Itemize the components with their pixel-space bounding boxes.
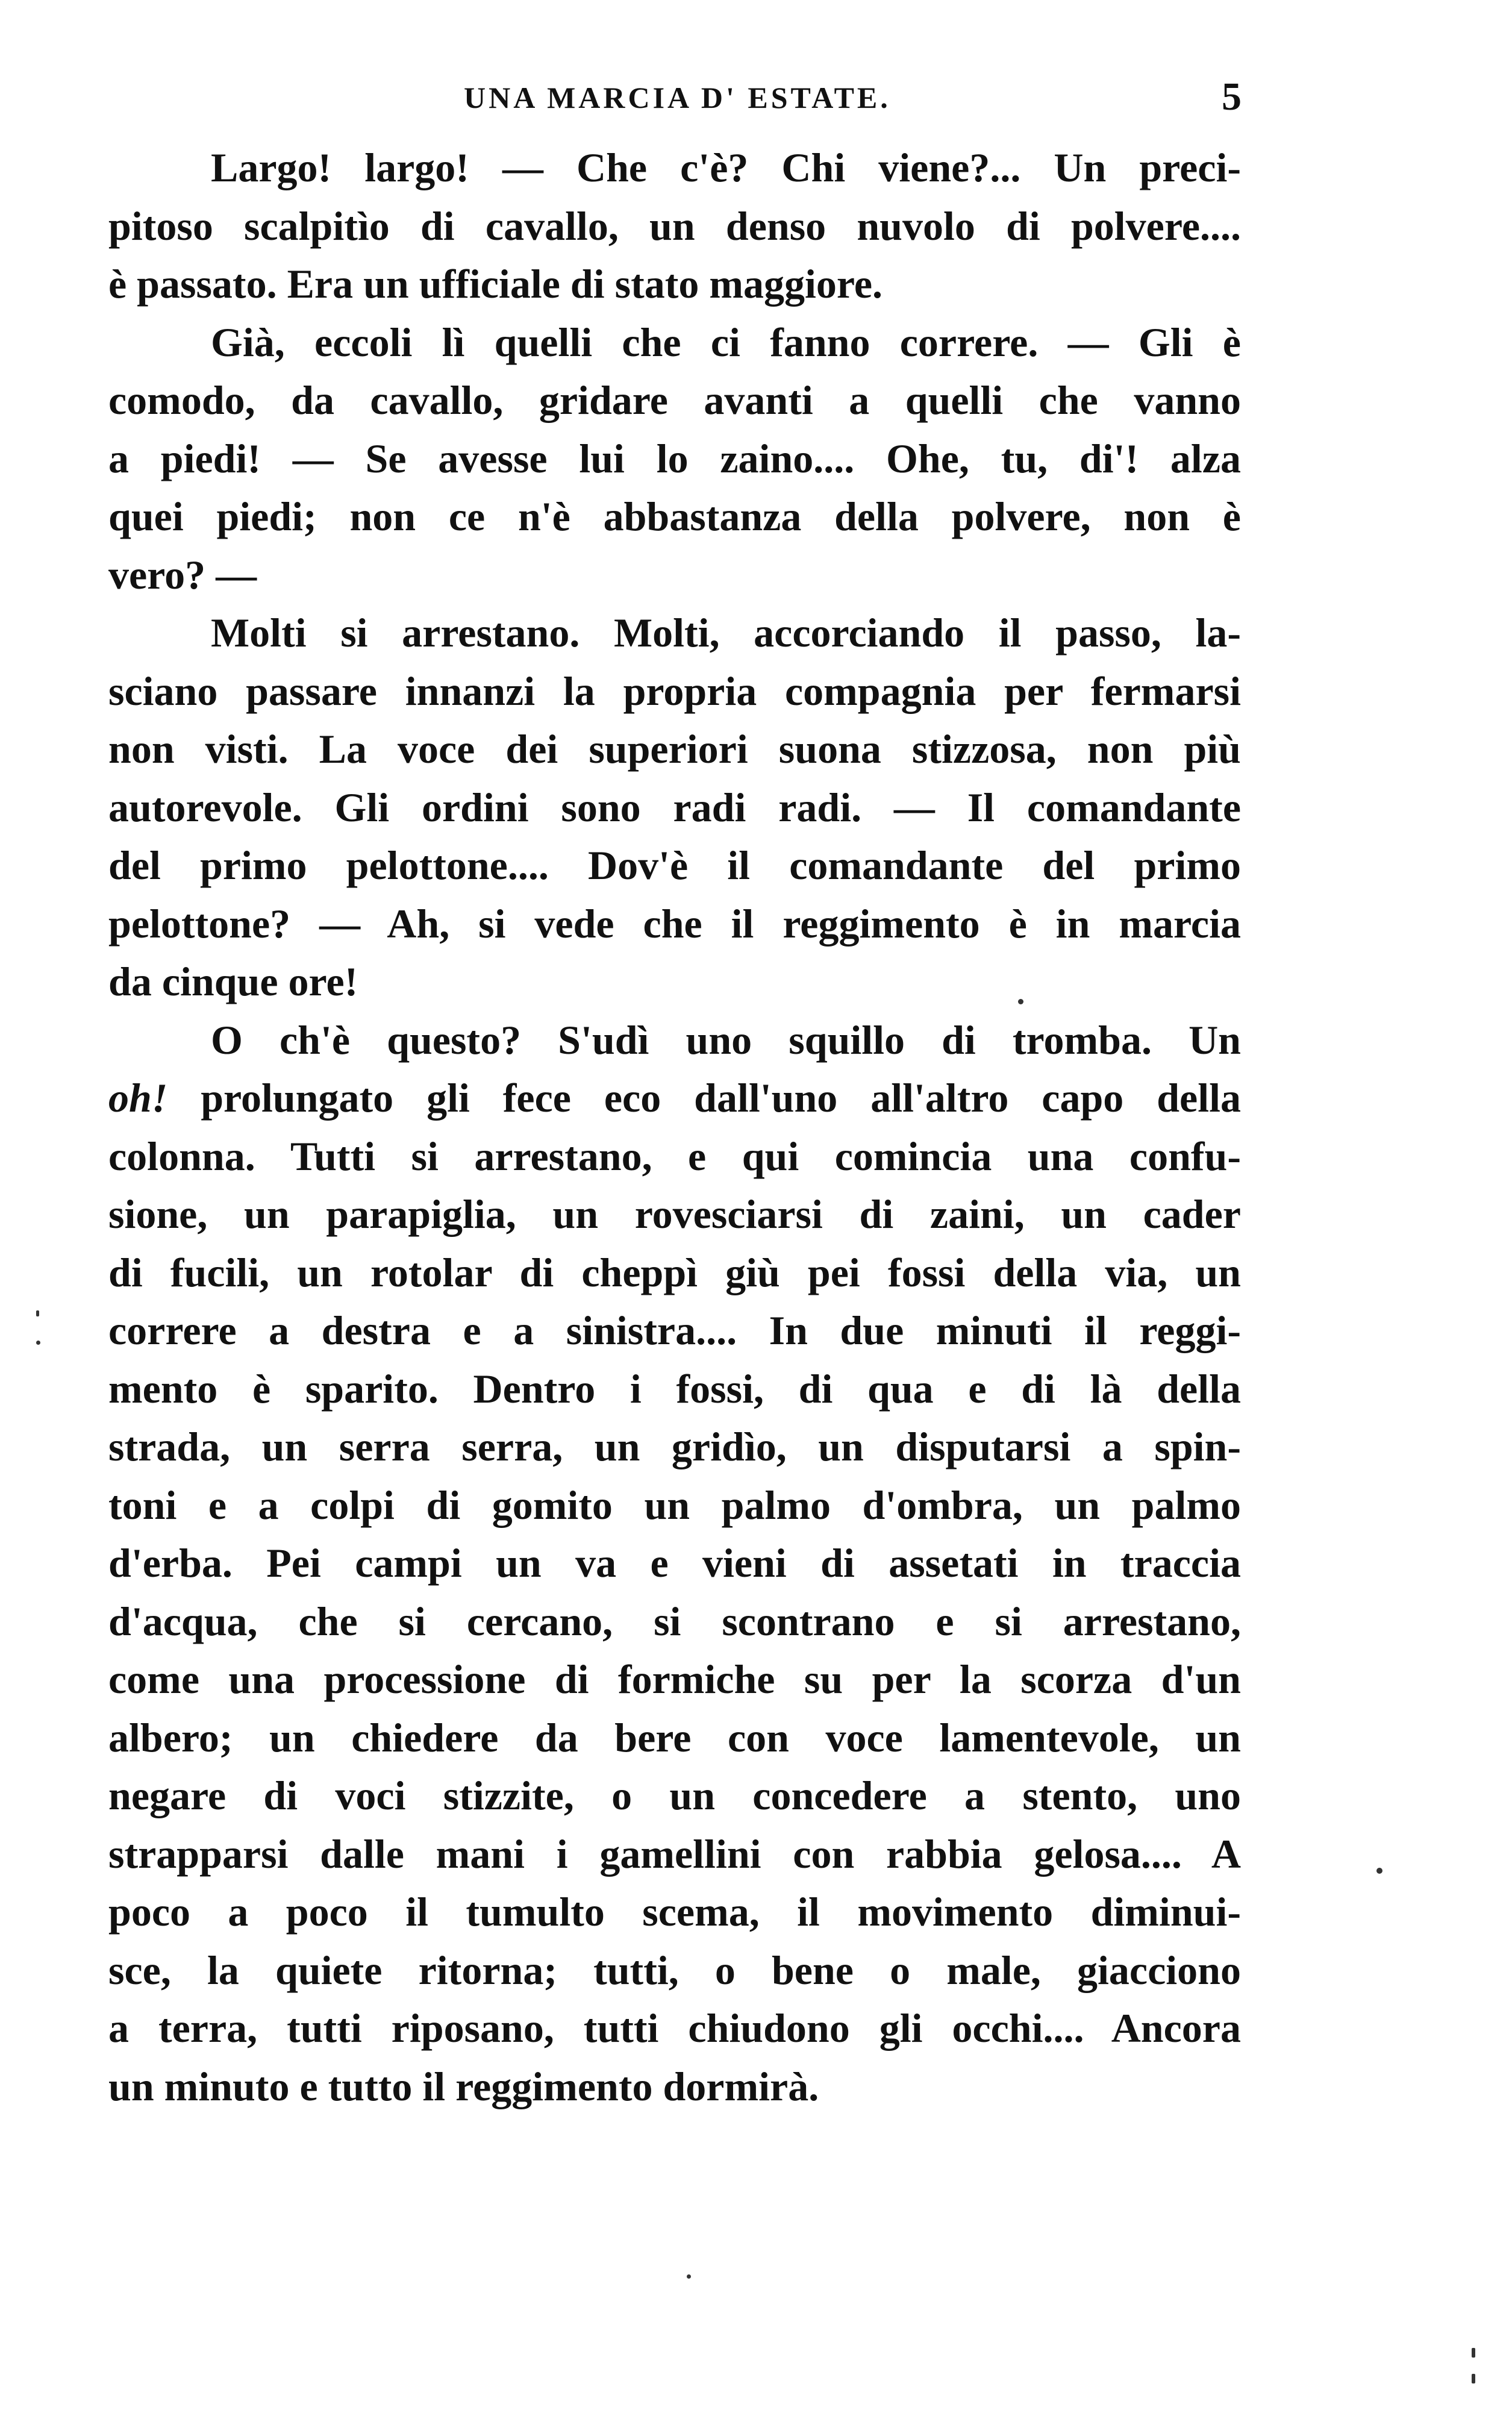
line-text: sce, la quiete ritorna; tutti, o bene o male, giacciono xyxy=(108,1947,1241,1993)
text-line xyxy=(108,197,1241,255)
text-line xyxy=(108,487,1241,546)
text-line xyxy=(108,371,1241,430)
line-text: autorevole. Gli ordini sono radi radi. — Il comandante xyxy=(108,784,1241,830)
line-text: non visti. La voce dei superiori suona stizzosa, non più xyxy=(108,726,1241,772)
line-text: mento è sparito. Dentro i fossi, di qua e di là della xyxy=(108,1365,1241,1412)
text-line xyxy=(108,895,1241,953)
text-line xyxy=(108,1301,1241,1360)
print-speck xyxy=(36,1310,39,1316)
print-speck xyxy=(1472,2348,1475,2358)
text-line xyxy=(108,604,1241,662)
line-text: di fucili, un rotolar di cheppì giù pei fossi della via, un xyxy=(108,1249,1241,1295)
text-line xyxy=(108,720,1241,778)
text-line xyxy=(108,1185,1241,1244)
line-text: pitoso scalpitìo di cavallo, un denso nuvolo di polvere.... xyxy=(108,202,1241,249)
text-line xyxy=(108,2058,1241,2116)
line-text: O ch'è questo? S'udì uno squillo di tromba. Un xyxy=(211,1016,1241,1063)
text-line xyxy=(108,430,1241,488)
text-line xyxy=(108,546,1241,604)
text-line xyxy=(108,1476,1241,1535)
line-text: Largo! largo! — Che c'è? Chi viene?... Un preci- xyxy=(211,145,1241,190)
text-line xyxy=(108,139,1241,197)
print-speck xyxy=(1018,999,1023,1004)
line-text: albero; un chiedere da bere con voce lamentevole, un xyxy=(108,1714,1241,1760)
line-text: Molti si arrestano. Molti, accorciando il passo, la- xyxy=(211,610,1241,656)
page-number: 5 xyxy=(1222,75,1242,119)
line-text: pelottone? — Ah, si vede che il reggimento è in marcia xyxy=(108,900,1241,947)
print-speck xyxy=(36,1341,40,1345)
line-text: comodo, da cavallo, gridare avanti a quelli che vanno xyxy=(108,377,1241,423)
text-line xyxy=(108,1767,1241,1825)
line-text: d'acqua, che si cercano, si scontrano e si arrestano, xyxy=(108,1598,1241,1644)
line-text: sione, un parapiglia, un rovesciarsi di zaini, un cader xyxy=(108,1191,1241,1237)
text-line xyxy=(108,1883,1241,1941)
line-text: Già, eccoli lì quelli che ci fanno correre. — Gli è xyxy=(211,319,1241,365)
text-line xyxy=(108,1999,1241,2058)
line-text: strada, un serra serra, un gridìo, un disputarsi a spin- xyxy=(108,1424,1241,1469)
line-text: sciano passare innanzi la propria compagnia per fermarsi xyxy=(108,668,1241,714)
print-speck xyxy=(1376,1868,1382,1874)
line-text: a piedi! — Se avesse lui lo zaino.... Ohe, tu, di'! alza xyxy=(108,435,1241,481)
line-text: del primo pelottone.... Dov'è il comandante del primo xyxy=(108,842,1241,888)
line-text: un minuto e tutto il reggimento dormirà. xyxy=(108,2063,819,2109)
text-line xyxy=(108,1709,1241,1767)
line-text: prolungato gli fece eco dall'uno all'altro capo della xyxy=(167,1075,1241,1121)
text-line xyxy=(108,1127,1241,1186)
line-text: è passato. Era un ufficiale di stato maggiore. xyxy=(108,261,883,307)
print-speck xyxy=(1472,2374,1475,2383)
line-text: correre a destra e a sinistra.... In due minuti il reggi- xyxy=(108,1307,1241,1353)
body-text xyxy=(108,139,1241,2115)
text-line xyxy=(108,778,1241,837)
line-text: vero? — xyxy=(108,551,257,598)
line-text: colonna. Tutti si arrestano, e qui comincia una confu- xyxy=(108,1133,1241,1179)
text-line xyxy=(108,1418,1241,1476)
text-line xyxy=(108,1650,1241,1709)
text-line xyxy=(108,1592,1241,1651)
running-title: UNA MARCIA D' ESTATE. xyxy=(464,81,891,114)
running-head xyxy=(0,74,1512,122)
text-line xyxy=(108,1534,1241,1592)
line-text: negare di voci stizzite, o un concedere a stento, uno xyxy=(108,1773,1241,1818)
text-line xyxy=(108,662,1241,721)
line-text: come una processione di formiche su per la scorza d'un xyxy=(108,1656,1241,1702)
text-line xyxy=(108,1069,1241,1127)
text-line xyxy=(108,1941,1241,2000)
text-line xyxy=(108,1825,1241,1883)
text-line xyxy=(108,313,1241,372)
text-line xyxy=(108,1360,1241,1418)
line-text: a terra, tutti riposano, tutti chiudono gli occhi.... Ancora xyxy=(108,2005,1241,2051)
line-text: da cinque ore! xyxy=(108,959,358,1004)
line-text: strapparsi dalle mani i gamellini con rabbia gelosa.... A xyxy=(108,1830,1241,1877)
text-line xyxy=(108,953,1241,1011)
line-text: poco a poco il tumulto scema, il movimento diminui- xyxy=(108,1889,1241,1935)
text-line xyxy=(108,836,1241,895)
text-line xyxy=(108,1011,1241,1069)
line-text: toni e a colpi di gomito un palmo d'ombra, un palmo xyxy=(108,1482,1241,1528)
line-text: quei piedi; non ce n'è abbastanza della polvere, non è xyxy=(108,493,1241,539)
print-speck xyxy=(687,2274,691,2279)
italic-word: oh! xyxy=(108,1075,168,1121)
text-line xyxy=(108,1244,1241,1302)
text-line xyxy=(108,255,1241,313)
line-text: d'erba. Pei campi un va e vieni di assetati in traccia xyxy=(108,1540,1241,1586)
